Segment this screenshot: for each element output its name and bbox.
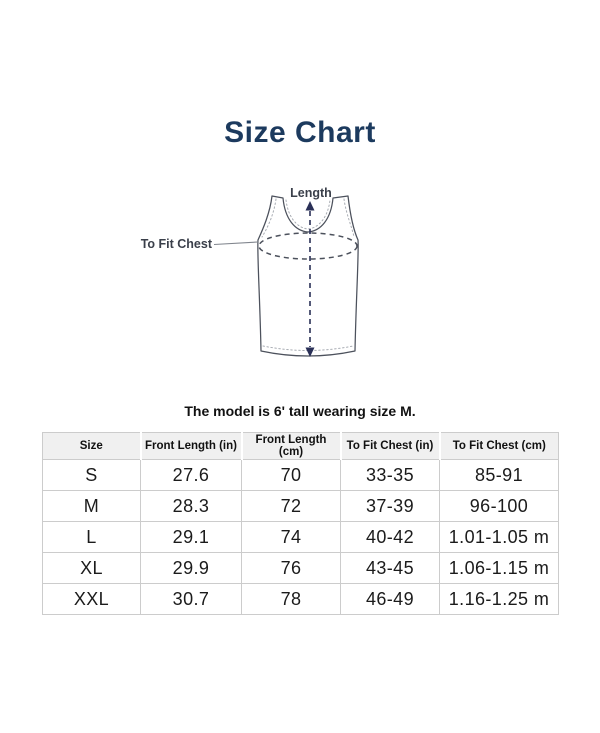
size-table-header — [43, 433, 559, 460]
arrowhead-up-icon — [306, 201, 315, 211]
value-cell: 30.7 — [141, 584, 242, 615]
header-cell-front-length-cm: Front Length (cm) — [242, 433, 341, 460]
tank-top-diagram — [0, 180, 600, 385]
header-cell-to-fit-chest-cm: To Fit Chest (cm) — [440, 433, 559, 460]
chest-label: To Fit Chest — [140, 237, 212, 251]
table-row — [43, 584, 559, 615]
size-cell: M — [43, 491, 141, 522]
value-cell: 1.06-1.15 m — [440, 553, 559, 584]
value-cell: 27.6 — [141, 460, 242, 491]
header-cell-to-fit-chest-in: To Fit Chest (in) — [341, 433, 440, 460]
length-label: Length — [290, 186, 332, 200]
size-table — [42, 432, 559, 615]
table-row — [43, 491, 559, 522]
value-cell: 40-42 — [341, 522, 440, 553]
value-cell: 33-35 — [341, 460, 440, 491]
table-row — [43, 522, 559, 553]
size-cell: S — [43, 460, 141, 491]
value-cell: 1.01-1.05 m — [440, 522, 559, 553]
value-cell: 37-39 — [341, 491, 440, 522]
header-cell-front-length-in: Front Length (in) — [141, 433, 242, 460]
value-cell: 78 — [242, 584, 341, 615]
value-cell: 29.1 — [141, 522, 242, 553]
value-cell: 1.16-1.25 m — [440, 584, 559, 615]
table-row — [43, 460, 559, 491]
model-note: The model is 6' tall wearing size M. — [184, 403, 416, 419]
value-cell: 85-91 — [440, 460, 559, 491]
size-cell: XXL — [43, 584, 141, 615]
vest-outline — [258, 196, 358, 356]
size-table-body — [43, 460, 559, 615]
value-cell: 72 — [242, 491, 341, 522]
value-cell: 74 — [242, 522, 341, 553]
value-cell: 29.9 — [141, 553, 242, 584]
value-cell: 46-49 — [341, 584, 440, 615]
chest-pointer-line — [214, 242, 258, 245]
header-cell-size: Size — [43, 433, 141, 460]
size-cell: L — [43, 522, 141, 553]
value-cell: 28.3 — [141, 491, 242, 522]
value-cell: 96-100 — [440, 491, 559, 522]
header-row — [43, 433, 559, 460]
value-cell: 76 — [242, 553, 341, 584]
value-cell: 70 — [242, 460, 341, 491]
size-cell: XL — [43, 553, 141, 584]
table-row — [43, 553, 559, 584]
page-title: Size Chart — [224, 116, 376, 149]
value-cell: 43-45 — [341, 553, 440, 584]
